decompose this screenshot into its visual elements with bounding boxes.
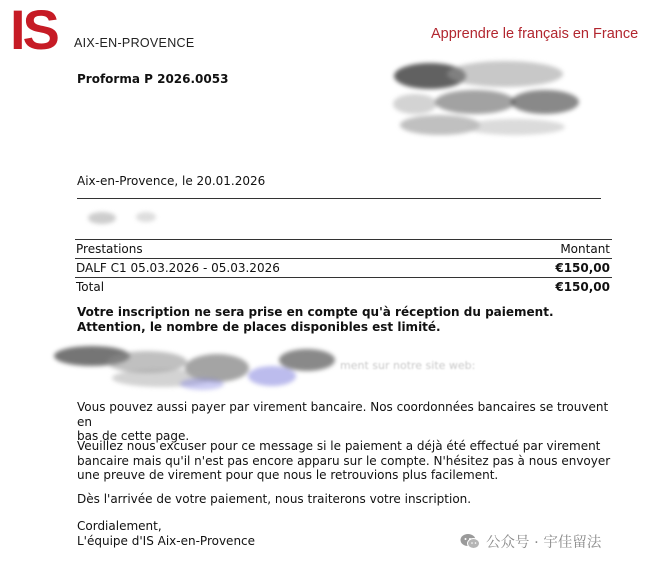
logo-city: AIX-EN-PROVENCE	[74, 36, 195, 50]
redacted-address	[385, 52, 590, 138]
watermark	[460, 531, 601, 552]
total-label: Total	[76, 279, 105, 294]
tagline: Apprendre le français en France	[431, 26, 639, 42]
redacted-client	[84, 208, 164, 228]
notice-line: Attention, le nombre de places disponibles est limité.	[77, 320, 441, 334]
proforma-title: Proforma P 2026.0053	[77, 72, 229, 86]
text-line: Vous pouvez aussi payer par virement bancaire. Nos coordonnées bancaires se trouvent en	[77, 400, 609, 429]
salutation: Cordialement,	[77, 519, 162, 533]
table-total-row	[75, 278, 612, 297]
payment-notice	[77, 305, 554, 335]
logo-mark: IS	[10, 0, 57, 61]
paragraph-arrivee: Dès l'arrivée de votre paiement, nous traiterons votre inscription.	[77, 492, 472, 506]
text-line: une preuve de virement pour que nous le retrouvions plus facilement.	[77, 468, 499, 482]
signature: L'équipe d'IS Aix-en-Provence	[77, 533, 256, 548]
row-amount: €150,00	[495, 259, 612, 278]
invoice-table	[75, 239, 612, 296]
table-header	[75, 240, 612, 259]
redacted-link-text: ment sur notre site web:	[340, 359, 476, 372]
paragraph-virement	[77, 400, 617, 444]
text-line: bas de cette page.	[77, 429, 190, 443]
notice-line: Votre inscription ne sera prise en compte qu'à réception du paiement.	[77, 305, 554, 319]
header-prestations: Prestations	[75, 240, 495, 259]
watermark-text: 公众号 · 宇佳留法	[486, 535, 602, 551]
header-montant: Montant	[495, 240, 612, 259]
row-label: DALF C1 05.03.2026 - 05.03.2026	[75, 259, 495, 278]
wechat-icon	[460, 533, 480, 550]
divider	[77, 198, 601, 199]
table-row	[75, 259, 612, 278]
total-amount: €150,00	[555, 279, 610, 294]
paragraph-excuse	[77, 439, 617, 483]
text-line: Veuillez nous excuser pour ce message si le paiement a déjà été effectué par virement	[77, 439, 601, 453]
text-line: bancaire mais qu'il n'est pas encore apparu sur le compte. N'hésitez pas à nous envoyer	[77, 453, 611, 468]
dateline: Aix-en-Provence, le 20.01.2026	[77, 174, 266, 188]
